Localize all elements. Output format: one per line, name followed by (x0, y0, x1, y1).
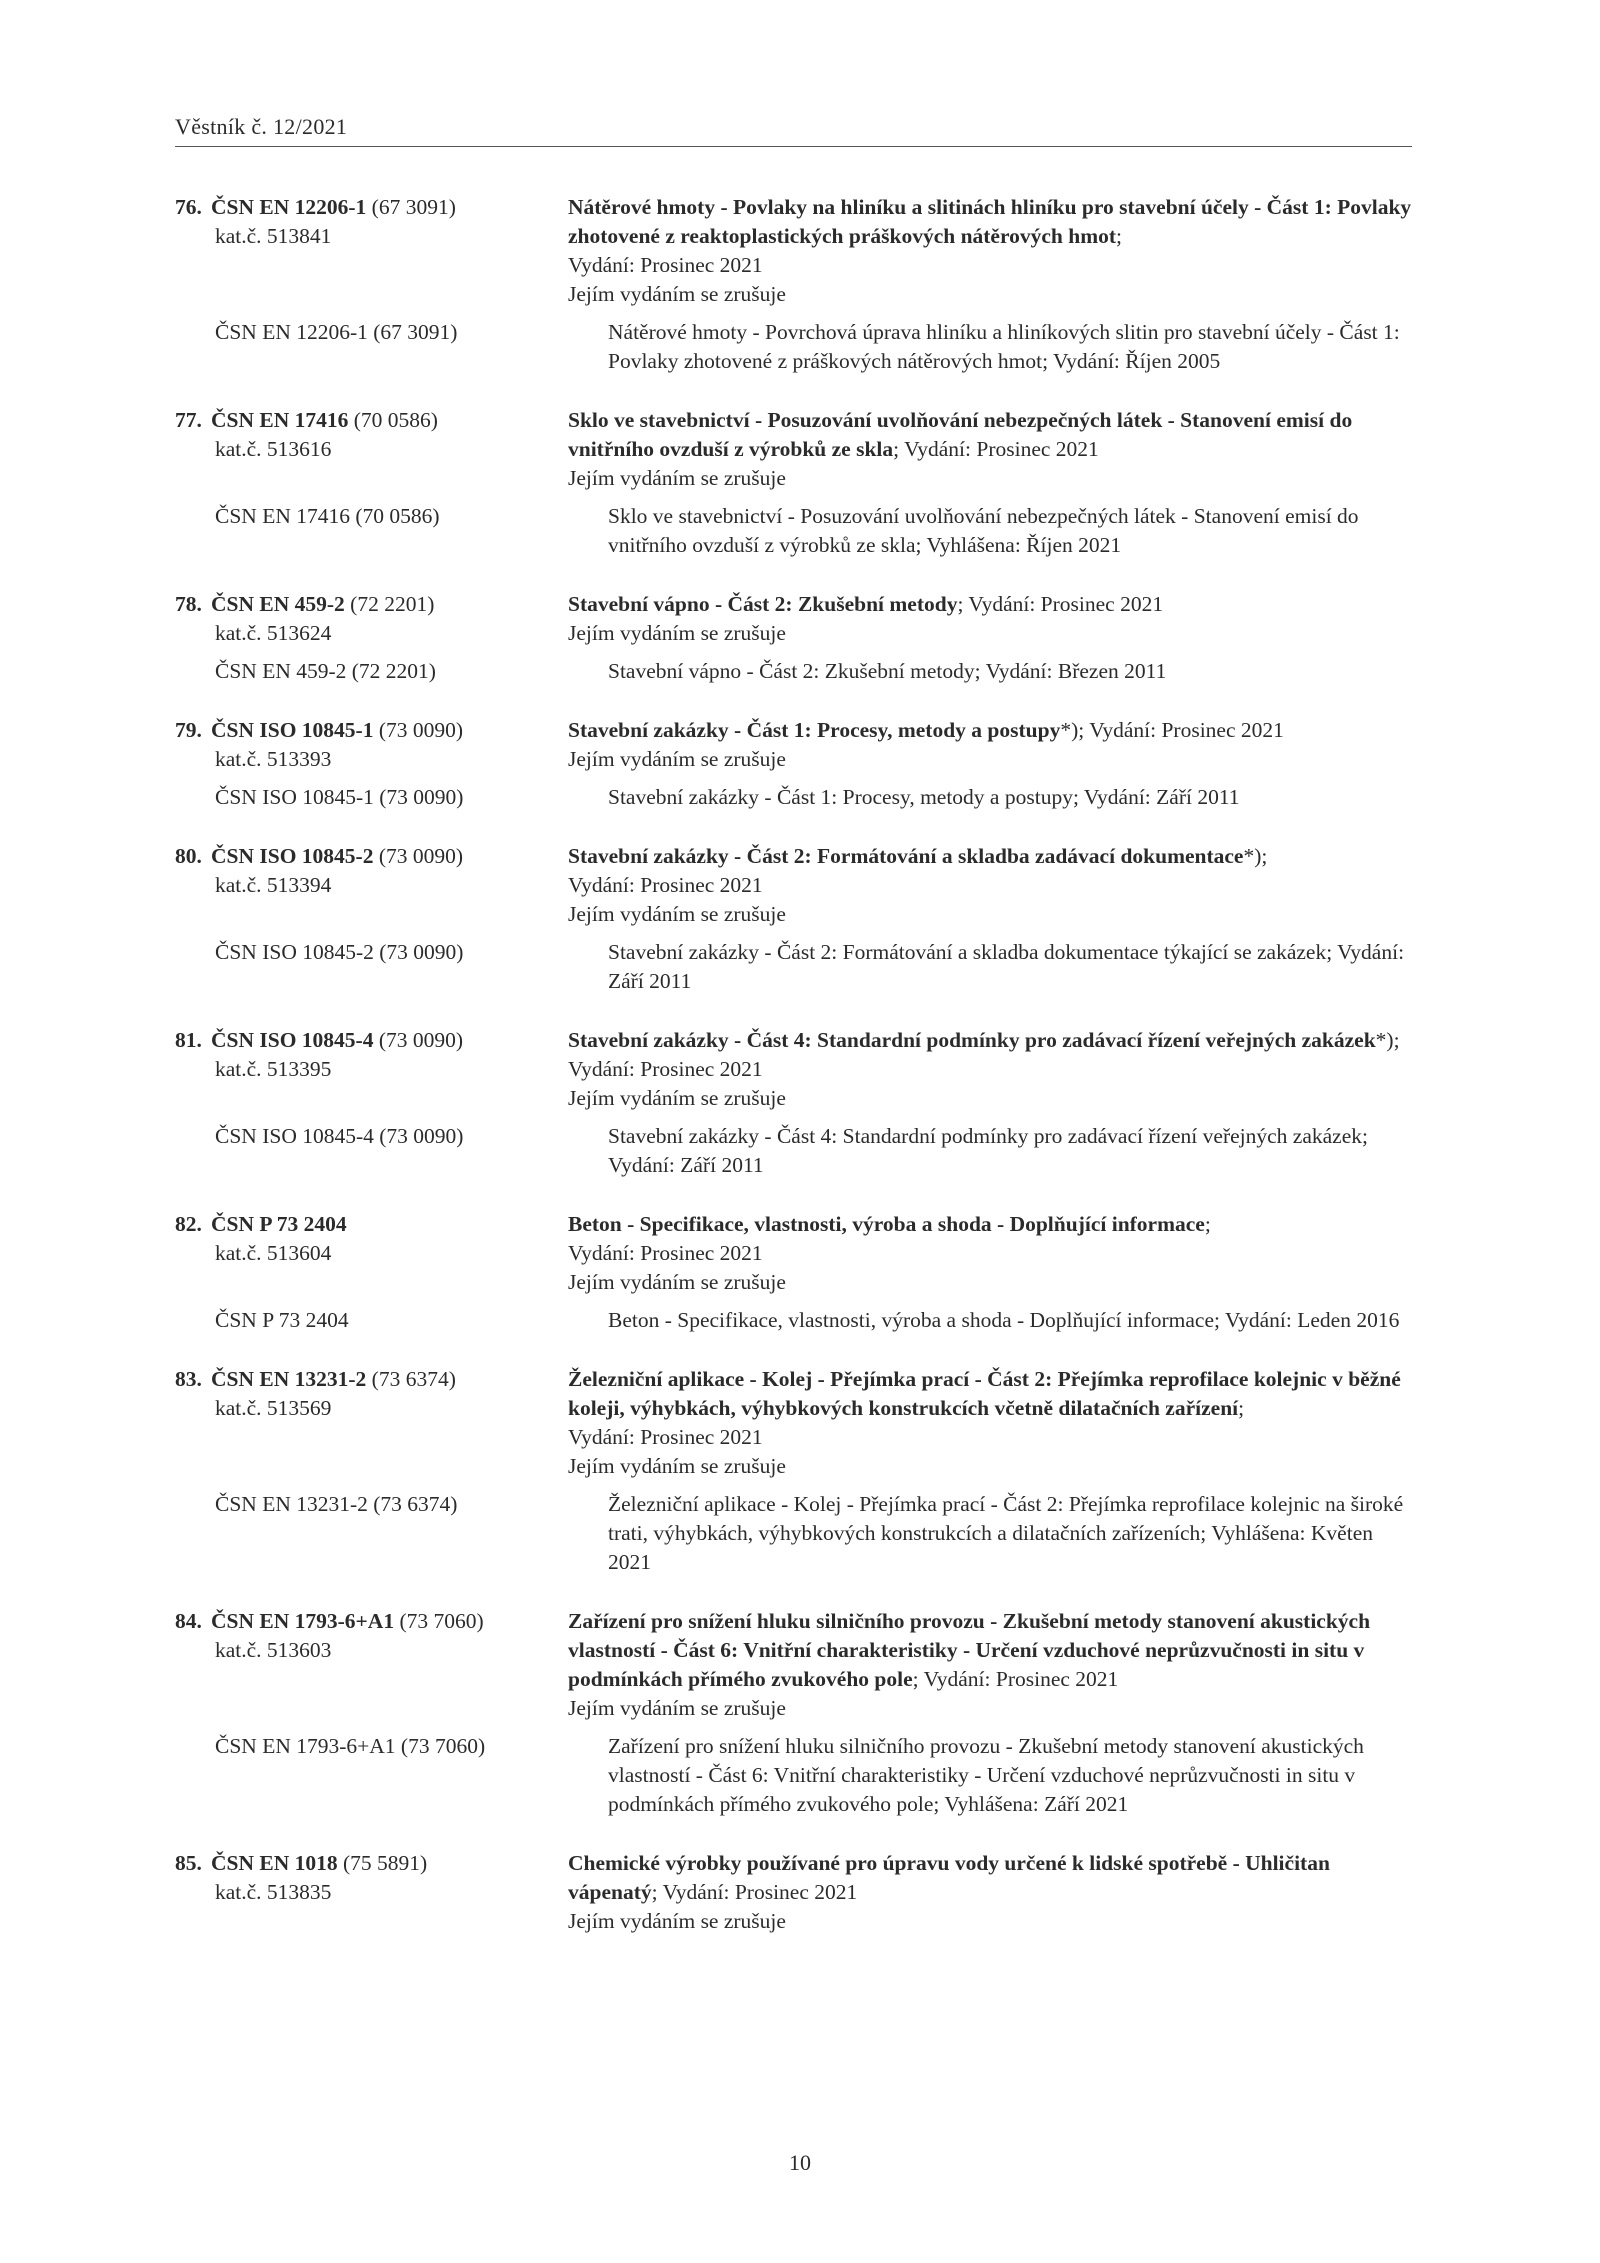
entry-info-line: Jejím vydáním se zrušuje (568, 466, 786, 490)
standard-details (568, 1210, 1412, 1297)
standard-code: ČSN EN 1018 (211, 1851, 338, 1875)
standard-details (568, 590, 1412, 648)
standard-class-code: (73 0090) (373, 718, 464, 742)
standard-entry (175, 716, 1412, 812)
standard-id-block (175, 193, 568, 251)
standard-title: Nátěrové hmoty - Povlaky na hliníku a slitinách hliníku pro stavební účely - Část 1: Povlaky zhotovené z reaktoplastických práškových nátěrových hmot (568, 195, 1412, 248)
new-standard-row (175, 716, 1412, 774)
entry-number: 77. (175, 408, 202, 432)
withdrawn-standard-code: ČSN P 73 2404 (215, 1308, 349, 1332)
entry-info-line: Jejím vydáním se zrušuje (568, 1909, 786, 1933)
entry-number: 79. (175, 718, 202, 742)
entry-info-line: Vydání: Prosinec 2021 (568, 253, 763, 277)
withdrawn-standard-text: Sklo ve stavebnictví - Posuzování uvolňování nebezpečných látek - Stanovení emisí do vnitřního ovzduší z výrobků ze skla; Vyhlášena: Říjen 2021 (608, 504, 1359, 557)
entry-info-line: Jejím vydáním se zrušuje (568, 282, 786, 306)
standard-class-code: (73 6374) (366, 1367, 456, 1391)
withdrawn-standard-code: ČSN EN 17416 (70 0586) (215, 504, 440, 528)
standard-details (568, 1365, 1412, 1481)
standard-title: Stavební zakázky - Část 1: Procesy, metody a postupy (568, 718, 1061, 742)
standard-title: Stavební zakázky - Část 4: Standardní podmínky pro zadávací řízení veřejných zakázek (568, 1028, 1376, 1052)
entry-info-line: Jejím vydáním se zrušuje (568, 1696, 786, 1720)
catalog-number: kat.č. 513569 (215, 1396, 332, 1420)
standard-title-suffix: ; (1204, 1212, 1211, 1236)
standard-code: ČSN P 73 2404 (211, 1212, 347, 1236)
standard-id-block (175, 842, 568, 900)
standard-details (568, 1607, 1412, 1723)
new-standard-row (175, 1026, 1412, 1113)
standard-entry (175, 1849, 1412, 1936)
standard-entry (175, 193, 1412, 376)
entry-number: 84. (175, 1609, 202, 1633)
standard-code: ČSN ISO 10845-1 (211, 718, 374, 742)
withdrawn-standard-row (175, 502, 1412, 560)
withdrawn-standard-code: ČSN EN 1793-6+A1 (73 7060) (215, 1734, 486, 1758)
standard-title-suffix: *); Vydání: Prosinec 2021 (568, 1028, 1400, 1081)
entry-info-line: Jejím vydáním se zrušuje (568, 1270, 786, 1294)
withdrawn-standard-row (175, 1122, 1412, 1180)
standard-code: ČSN ISO 10845-4 (211, 1028, 374, 1052)
standard-code: ČSN EN 17416 (211, 408, 349, 432)
standard-class-code: (73 7060) (394, 1609, 484, 1633)
entry-number: 83. (175, 1367, 202, 1391)
standard-id-block (175, 1026, 568, 1084)
withdrawn-standard-text: Stavební zakázky - Část 4: Standardní podmínky pro zadávací řízení veřejných zakázek; Vydání: Září 2011 (608, 1124, 1368, 1177)
standards-list (175, 193, 1412, 1966)
entry-info-line: Vydání: Prosinec 2021 (568, 1425, 763, 1449)
withdrawn-standard-code: ČSN ISO 10845-2 (73 0090) (215, 940, 464, 964)
standard-details (568, 842, 1412, 929)
standard-class-code: (70 0586) (348, 408, 438, 432)
entry-info-line: Jejím vydáním se zrušuje (568, 621, 786, 645)
withdrawn-standard-code: ČSN EN 12206-1 (67 3091) (215, 320, 458, 344)
withdrawn-standard-row (175, 1306, 1412, 1335)
standard-code: ČSN EN 1793-6+A1 (211, 1609, 395, 1633)
bulletin-title: Věstník č. 12/2021 (175, 114, 348, 139)
entry-number: 81. (175, 1028, 202, 1052)
entry-number: 78. (175, 592, 202, 616)
standard-entry (175, 1365, 1412, 1577)
withdrawn-standard-row (175, 938, 1412, 996)
new-standard-row (175, 193, 1412, 309)
standard-details (568, 1849, 1412, 1936)
standard-details (568, 193, 1412, 309)
withdrawn-standard-code: ČSN ISO 10845-4 (73 0090) (215, 1124, 464, 1148)
entry-info-line: Jejím vydáním se zrušuje (568, 1086, 786, 1110)
standard-title-suffix: ; Vydání: Prosinec 2021 (893, 437, 1099, 461)
standard-title: Zařízení pro snížení hluku silničního provozu - Zkušební metody stanovení akustických vlastností - Část 6: Vnitřní charakteristiky - Určení vzduchové neprůzvučnosti in situ v podmínkách přímého zvukového pole (568, 1609, 1371, 1691)
standard-title-suffix: ; (1238, 1396, 1245, 1420)
catalog-number: kat.č. 513835 (215, 1880, 332, 1904)
entry-info-line: Vydání: Prosinec 2021 (568, 1241, 763, 1265)
standard-code: ČSN EN 459-2 (211, 592, 345, 616)
catalog-number: kat.č. 513616 (215, 437, 332, 461)
standard-entry (175, 1210, 1412, 1335)
standard-id-block (175, 406, 568, 464)
catalog-number: kat.č. 513624 (215, 621, 332, 645)
standard-entry (175, 1026, 1412, 1180)
standard-title: Stavební vápno - Část 2: Zkušební metody (568, 592, 958, 616)
standard-title-suffix: ; Vydání: Prosinec 2021 (957, 592, 1164, 616)
standard-details (568, 406, 1412, 493)
catalog-number: kat.č. 513604 (215, 1241, 332, 1265)
standard-details (568, 716, 1412, 774)
standard-id-block (175, 590, 568, 648)
standard-title: Beton - Specifikace, vlastnosti, výroba a shoda - Doplňující informace (568, 1212, 1205, 1236)
standard-id-block (175, 1849, 568, 1907)
catalog-number: kat.č. 513394 (215, 873, 332, 897)
standard-class-code: (75 5891) (337, 1851, 428, 1875)
new-standard-row (175, 842, 1412, 929)
standard-title: Sklo ve stavebnictví - Posuzování uvolňování nebezpečných látek - Stanovení emisí do vnitřního ovzduší z výrobků ze skla (568, 408, 1353, 461)
standard-title: Stavební zakázky - Část 2: Formátování a skladba zadávací dokumentace (568, 844, 1244, 868)
standard-class-code: (72 2201) (344, 592, 435, 616)
withdrawn-standard-row (175, 657, 1412, 686)
withdrawn-standard-code: ČSN EN 459-2 (72 2201) (215, 659, 436, 683)
standard-title-suffix: ; Vydání: Prosinec 2021 (651, 1880, 858, 1904)
entry-info-line: Jejím vydáním se zrušuje (568, 1454, 786, 1478)
standard-title-suffix: *); (1243, 844, 1268, 868)
standard-title: Železniční aplikace - Kolej - Přejímka prací - Část 2: Přejímka reprofilace kolejnic v běžné koleji, výhybkách, výhybkových konstrukcích včetně dilatačních zařízení (568, 1367, 1401, 1420)
standard-code: ČSN EN 13231-2 (211, 1367, 367, 1391)
standard-class-code: (73 0090) (373, 1028, 464, 1052)
page-number: 10 (789, 2150, 811, 2175)
entry-info-line: Vydání: Prosinec 2021 (568, 873, 763, 897)
catalog-number: kat.č. 513395 (215, 1057, 332, 1081)
standard-id-block (175, 1607, 568, 1665)
standard-class-code: (67 3091) (366, 195, 456, 219)
withdrawn-standard-text: Stavební vápno - Část 2: Zkušební metody; Vydání: Březen 2011 (608, 659, 1167, 683)
standard-entry (175, 590, 1412, 686)
standard-entry (175, 406, 1412, 560)
entry-number: 80. (175, 844, 202, 868)
standard-title-suffix: *); Vydání: Prosinec 2021 (1060, 718, 1284, 742)
new-standard-row (175, 1849, 1412, 1936)
withdrawn-standard-text: Zařízení pro snížení hluku silničního provozu - Zkušební metody stanovení akustických vlastností - Část 6: Vnitřní charakteristiky - Určení vzduchové neprůzvučnosti in situ v podmínkách přímého zvukového pole; Vyhlášena: Září 2021 (608, 1734, 1364, 1816)
standard-title-suffix: ; (1116, 224, 1123, 248)
standard-title: Chemické výrobky používané pro úpravu vody určené k lidské spotřebě - Uhličitan vápenatý (568, 1851, 1330, 1904)
standard-entry (175, 1607, 1412, 1819)
standard-id-block (175, 1365, 568, 1423)
standard-id-block (175, 1210, 568, 1268)
entry-info-line: Jejím vydáním se zrušuje (568, 902, 786, 926)
new-standard-row (175, 1210, 1412, 1297)
withdrawn-standard-text: Železniční aplikace - Kolej - Přejímka prací - Část 2: Přejímka reprofilace kolejnic na široké trati, výhybkách, výhybkových konstrukcích a dilatačních zařízeních; Vyhlášena: Květen 2021 (608, 1492, 1404, 1574)
catalog-number: kat.č. 513393 (215, 747, 332, 771)
entry-info-line: Jejím vydáním se zrušuje (568, 747, 786, 771)
standard-class-code: (73 0090) (373, 844, 464, 868)
withdrawn-standard-text: Beton - Specifikace, vlastnosti, výroba a shoda - Doplňující informace; Vydání: Leden 2016 (608, 1308, 1400, 1332)
entry-number: 82. (175, 1212, 202, 1236)
withdrawn-standard-row (175, 1490, 1412, 1577)
standard-entry (175, 842, 1412, 996)
standard-details (568, 1026, 1412, 1113)
page-header (175, 114, 1412, 147)
withdrawn-standard-row (175, 783, 1412, 812)
withdrawn-standard-text: Stavební zakázky - Část 2: Formátování a skladba dokumentace týkající se zakázek; Vydání: Září 2011 (608, 940, 1405, 993)
standard-id-block (175, 716, 568, 774)
standard-code: ČSN EN 12206-1 (211, 195, 367, 219)
standard-code: ČSN ISO 10845-2 (211, 844, 374, 868)
withdrawn-standard-row (175, 1732, 1412, 1819)
new-standard-row (175, 1365, 1412, 1481)
withdrawn-standard-code: ČSN EN 13231-2 (73 6374) (215, 1492, 458, 1516)
new-standard-row (175, 1607, 1412, 1723)
catalog-number: kat.č. 513603 (215, 1638, 332, 1662)
catalog-number: kat.č. 513841 (215, 224, 332, 248)
new-standard-row (175, 590, 1412, 648)
withdrawn-standard-text: Stavební zakázky - Část 1: Procesy, metody a postupy; Vydání: Září 2011 (608, 785, 1240, 809)
withdrawn-standard-code: ČSN ISO 10845-1 (73 0090) (215, 785, 464, 809)
new-standard-row (175, 406, 1412, 493)
standard-title-suffix: ; Vydání: Prosinec 2021 (912, 1667, 1119, 1691)
withdrawn-standard-row (175, 318, 1412, 376)
entry-number: 76. (175, 195, 202, 219)
entry-number: 85. (175, 1851, 202, 1875)
withdrawn-standard-text: Nátěrové hmoty - Povrchová úprava hliníku a hliníkových slitin pro stavební účely - Část 1: Povlaky zhotovené z práškových nátěrových hmot; Vydání: Říjen 2005 (608, 320, 1400, 373)
